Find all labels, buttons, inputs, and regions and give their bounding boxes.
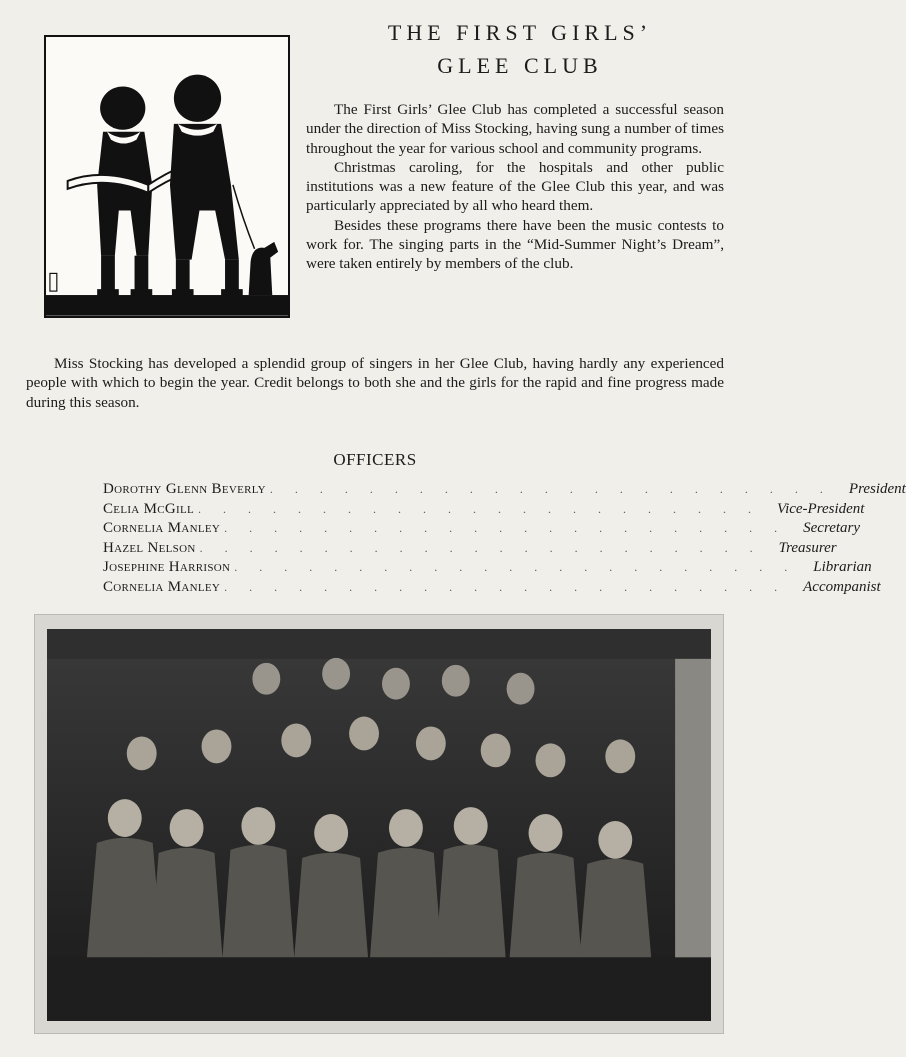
officers-heading: OFFICERS [333,450,417,469]
dot-leader: ....................... [234,560,810,574]
officer-name: Cornelia Manley [103,578,221,595]
dot-leader: ....................... [198,501,774,516]
intro-paragraph-1: The First Girls’ Glee Club has completed a successful season under the direction of Miss Stocking, having sung a number of times throughout the year for various school and community programs. [306,101,724,157]
title-line-1: THE FIRST GIRLS’ [387,20,653,45]
officer-row [103,578,881,599]
intro-paragraph-2: Christmas caroling, for the hospitals and other public institutions was a new feature of the Glee Club this year, and was particularly appreciated by all who heard them. [306,158,724,215]
officer-role: Treasurer [778,539,837,556]
two-children-with-dog-icon [46,37,288,316]
silhouette-illustration [44,35,290,318]
officer-role: Librarian [813,559,872,575]
officer-row [103,481,906,501]
officer-name: Josephine Harrison [103,559,231,575]
group-photo [47,629,711,1021]
intro-text [306,100,724,274]
dot-leader: ....................... [224,579,800,594]
officers-list [103,481,906,598]
intro-paragraph-3: Besides these programs there have been the music contests to work for. The singing parts in the “Mid-Summer Night’s Dream”, were taken entirely by members of the club. [306,216,724,273]
officer-role: Secretary [803,520,861,536]
officer-name: Cornelia Manley [103,520,221,536]
officer-row [103,539,837,560]
page-title [300,16,740,82]
closing-paragraph: Miss Stocking has developed a splendid group of singers in her Glee Club, having hardly any experienced people with which to begin the year. Credit belongs to both she and the girls for the rapid and fine progress made during this season. [26,355,724,411]
officer-name: Celia McGill [103,500,195,517]
dot-leader: ....................... [269,482,845,496]
dot-leader: ....................... [224,521,800,535]
officer-role: Vice-President [777,500,865,517]
dot-leader: ....................... [199,540,775,555]
group-photo-frame [34,614,724,1034]
officer-row [103,520,861,540]
officer-row [103,559,872,579]
officer-name: Dorothy Glenn Beverly [103,481,266,497]
closing-text [26,354,724,412]
officer-role: Accompanist [803,578,881,595]
officer-name: Hazel Nelson [103,539,196,556]
title-line-2: GLEE CLUB [437,53,603,78]
officer-row [103,500,865,521]
officer-role: President [848,481,906,497]
